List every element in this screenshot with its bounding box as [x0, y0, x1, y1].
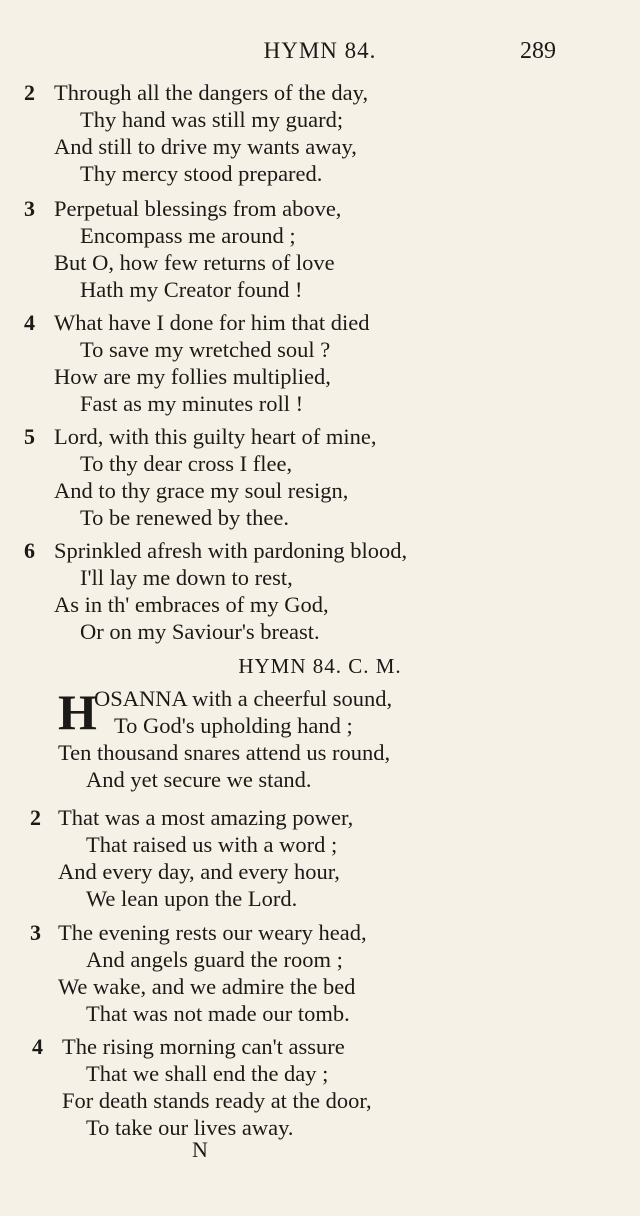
stanza-line: We lean upon the Lord.	[86, 886, 298, 911]
stanza-line: Or on my Saviour's breast.	[80, 619, 320, 644]
line-text: That was a most amazing power,	[58, 805, 354, 830]
line-text: Lord, with this guilty heart of mine,	[54, 424, 377, 449]
stanza-line	[0, 79, 640, 106]
line-text: The rising morning can't assure	[62, 1034, 345, 1059]
running-head	[0, 34, 640, 68]
stanza-line: OSANNA with a cheerful sound,	[94, 686, 393, 711]
verse-number: 3	[30, 920, 41, 945]
running-title: HYMN 84.	[263, 38, 377, 63]
stanza-line: To God's upholding hand ;	[114, 713, 353, 738]
stanza-line: To save my wretched soul ?	[80, 337, 331, 362]
stanza-line: I'll lay me down to rest,	[80, 565, 293, 590]
verse-number: 6	[24, 538, 35, 563]
verse-number: 2	[30, 805, 41, 830]
stanza-line: That we shall end the day ;	[86, 1061, 329, 1086]
stanza-line: As in th' embraces of my God,	[54, 592, 329, 617]
line-text: Sprinkled afresh with pardoning blood,	[54, 538, 408, 563]
stanza-line	[0, 919, 640, 946]
stanza-line: We wake, and we admire the bed	[58, 974, 356, 999]
line-text: Perpetual blessings from above,	[54, 196, 342, 221]
stanza-line: To be renewed by thee.	[80, 505, 289, 530]
stanza-line: And every day, and every hour,	[58, 859, 340, 884]
hymn-heading: HYMN 84. C. M.	[238, 654, 402, 678]
stanza-line	[0, 309, 640, 336]
stanza-2	[0, 79, 640, 187]
verse-number: 2	[24, 80, 35, 105]
stanza-line: To take our lives away.	[86, 1115, 294, 1140]
stanza-line	[0, 1033, 640, 1060]
stanza-line: Thy hand was still my guard;	[80, 107, 344, 132]
signature-mark: N	[192, 1137, 208, 1162]
stanza-line	[0, 195, 640, 222]
stanza-line: Hath my Creator found !	[80, 277, 303, 302]
stanza-line: Ten thousand snares attend us round,	[58, 740, 391, 765]
stanza-line: And to thy grace my soul resign,	[54, 478, 349, 503]
stanza-line	[0, 804, 640, 831]
line-text: The evening rests our weary head,	[58, 920, 367, 945]
stanza-line	[0, 423, 640, 450]
stanza-3	[0, 195, 640, 303]
stanza-line: And yet secure we stand.	[86, 767, 312, 792]
stanza-line: Encompass me around ;	[80, 223, 296, 248]
stanza-line	[0, 537, 640, 564]
line-text: What have I done for him that died	[54, 310, 370, 335]
stanza-line: But O, how few returns of love	[54, 250, 335, 275]
verse-number: 4	[24, 310, 35, 335]
stanza-line: And angels guard the room ;	[86, 947, 343, 972]
verse-number: 5	[24, 424, 35, 449]
stanza-line: To thy dear cross I flee,	[80, 451, 293, 476]
stanza-5	[0, 423, 640, 531]
stanza-line: And still to drive my wants away,	[54, 134, 357, 159]
drop-cap: H	[58, 684, 97, 740]
verse-number: 4	[32, 1034, 43, 1059]
hymn84-stanza-2	[0, 804, 640, 912]
stanza-line: For death stands ready at the door,	[62, 1088, 372, 1113]
stanza-6	[0, 537, 640, 645]
hymn84-stanza-1	[0, 685, 640, 793]
verse-number: 3	[24, 196, 35, 221]
hymn84-stanza-3	[0, 919, 640, 1027]
hymn84-stanza-4	[0, 1033, 640, 1141]
stanza-line: Thy mercy stood prepared.	[80, 161, 323, 186]
stanza-line: How are my follies multiplied,	[54, 364, 331, 389]
stanza-line: That was not made our tomb.	[86, 1001, 350, 1026]
line-text: Through all the dangers of the day,	[54, 80, 369, 105]
stanza-4	[0, 309, 640, 417]
stanza-line: That raised us with a word ;	[86, 832, 338, 857]
stanza-line: Fast as my minutes roll !	[80, 391, 304, 416]
page-number: 289	[520, 38, 556, 64]
